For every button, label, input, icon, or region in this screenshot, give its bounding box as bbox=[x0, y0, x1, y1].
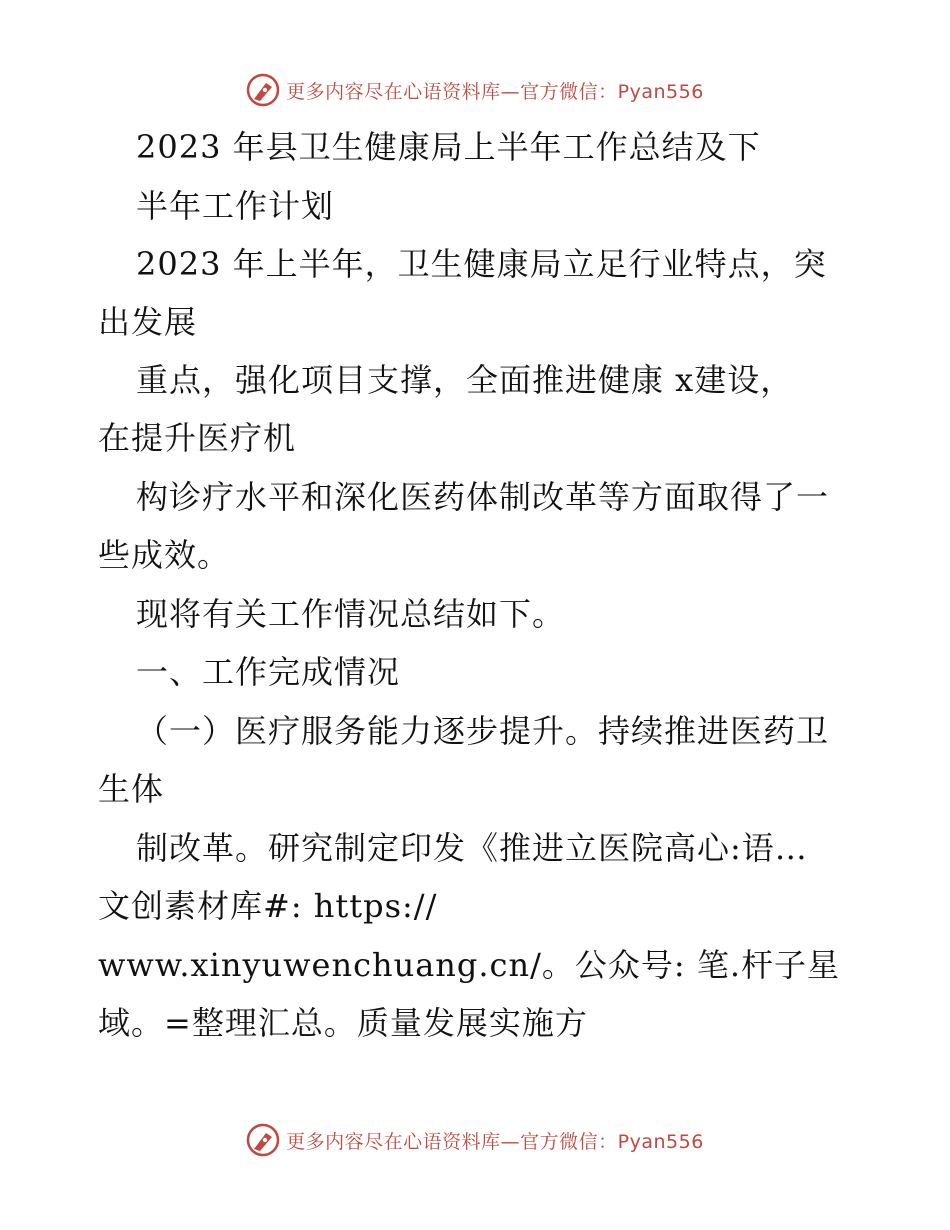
document-title-line-1: 2023 年县卫生健康局上半年工作总结及下 bbox=[136, 128, 761, 166]
pen-nib-logo-icon bbox=[246, 73, 280, 107]
paragraph-line: 文创素材库#: https:// bbox=[98, 887, 438, 925]
watermark-text: 更多内容尽在心语资料库—官方微信：Pyan556 bbox=[286, 80, 704, 103]
paragraph-line: 构诊疗水平和深化医药体制改革等方面取得了一 bbox=[136, 478, 830, 516]
paragraph-line: 出发展 bbox=[98, 303, 198, 341]
paragraph-line: 现将有关工作情况总结如下。 bbox=[136, 595, 566, 633]
subsection-heading-line: （一）医疗服务能力逐步提升。持续推进医药卫 bbox=[136, 712, 830, 750]
document-title-line-2: 半年工作计划 bbox=[136, 187, 335, 225]
header-watermark bbox=[0, 70, 950, 110]
pen-nib-logo-icon bbox=[246, 1123, 280, 1157]
footer-watermark bbox=[0, 1120, 950, 1160]
paragraph-line: 生体 bbox=[98, 770, 165, 808]
paragraph-line: 制改革。研究制定印发《推进立医院高心:语… bbox=[136, 829, 808, 867]
paragraph-line: 2023 年上半年，卫生健康局立足行业特点，突 bbox=[136, 245, 827, 283]
paragraph-line: www.xinyuwenchuang.cn/。公众号: 笔.杆子星 bbox=[98, 946, 840, 984]
paragraph-line: 域。=整理汇总。质量发展实施方 bbox=[98, 1004, 588, 1042]
watermark-text: 更多内容尽在心语资料库—官方微信：Pyan556 bbox=[286, 1130, 704, 1153]
paragraph-line: 些成效。 bbox=[98, 536, 231, 574]
section-heading: 一、工作完成情况 bbox=[136, 653, 401, 691]
paragraph-line: 在提升医疗机 bbox=[98, 419, 297, 457]
paragraph-line: 重点，强化项目支撑，全面推进健康 x建设， bbox=[136, 361, 794, 399]
